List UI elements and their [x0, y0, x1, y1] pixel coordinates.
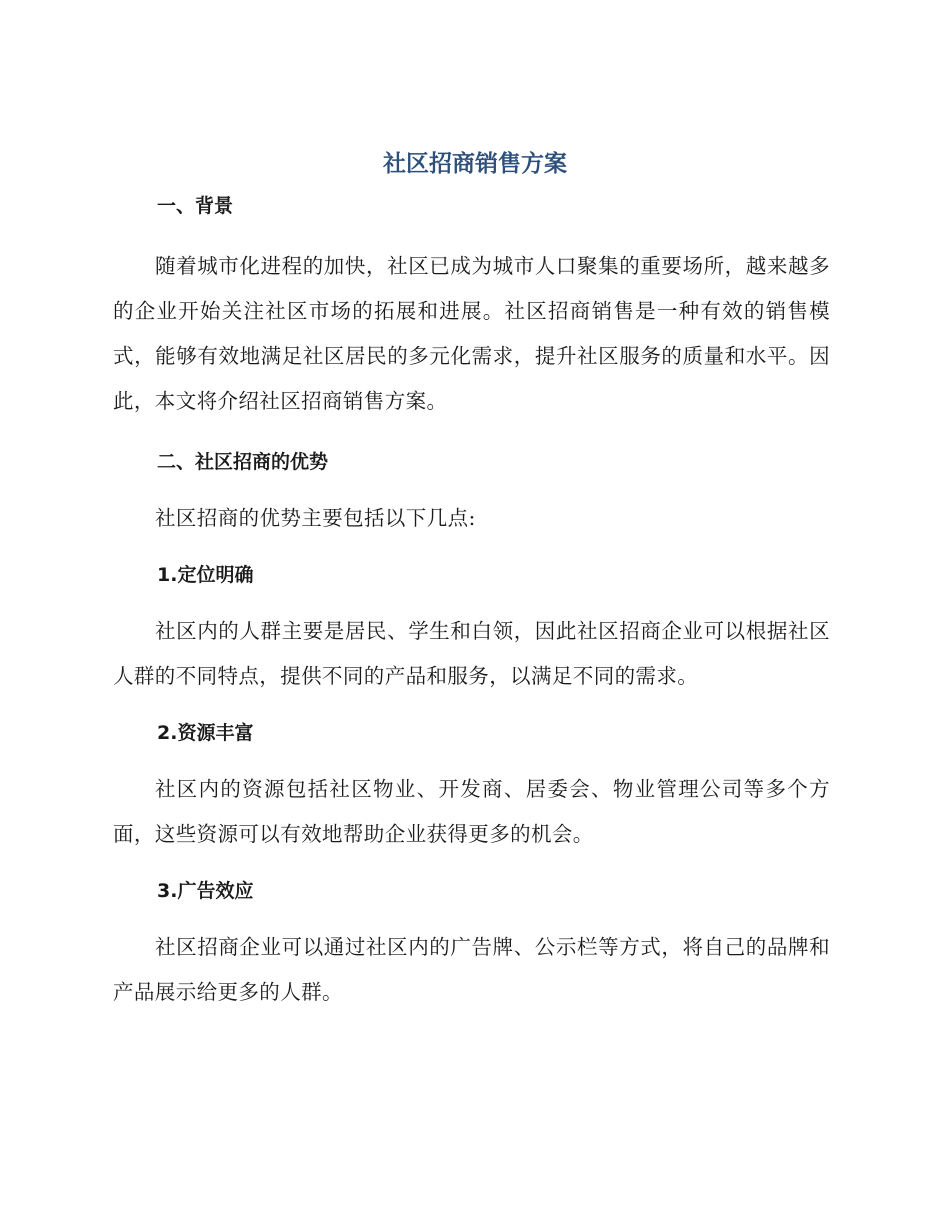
section-heading-positioning: 1.定位明确	[157, 564, 254, 586]
document-body	[113, 186, 830, 1015]
section-heading-background: 一、背景	[157, 195, 234, 217]
section-paragraph-positioning: 社区内的人群主要是居民、学生和白领，因此社区招商企业可以根据社区人群的不同特点，提供不同的产品和服务，以满足不同的需求。	[113, 619, 830, 688]
page-title: 社区招商销售方案	[383, 151, 567, 177]
section-heading-advantages: 二、社区招商的优势	[157, 451, 329, 473]
section-paragraph-background: 随着城市化进程的加快，社区已成为城市人口聚集的重要场所，越来越多的企业开始关注社区市场的拓展和进展。社区招商销售是一种有效的销售模式，能够有效地满足社区居民的多元化需求，提升社区服务的质量和水平。因此，本文将介绍社区招商销售方案。	[113, 254, 830, 413]
section-heading-advertising: 3.广告效应	[157, 880, 254, 902]
section-heading-resources: 2.资源丰富	[157, 722, 254, 744]
section-paragraph-advertising: 社区招商企业可以通过社区内的广告牌、公示栏等方式，将自己的品牌和产品展示给更多的人群。	[113, 935, 830, 1004]
section-paragraph-advantages: 社区招商的优势主要包括以下几点:	[155, 506, 476, 530]
section-paragraph-resources: 社区内的资源包括社区物业、开发商、居委会、物业管理公司等多个方面，这些资源可以有效地帮助企业获得更多的机会。	[113, 777, 830, 846]
